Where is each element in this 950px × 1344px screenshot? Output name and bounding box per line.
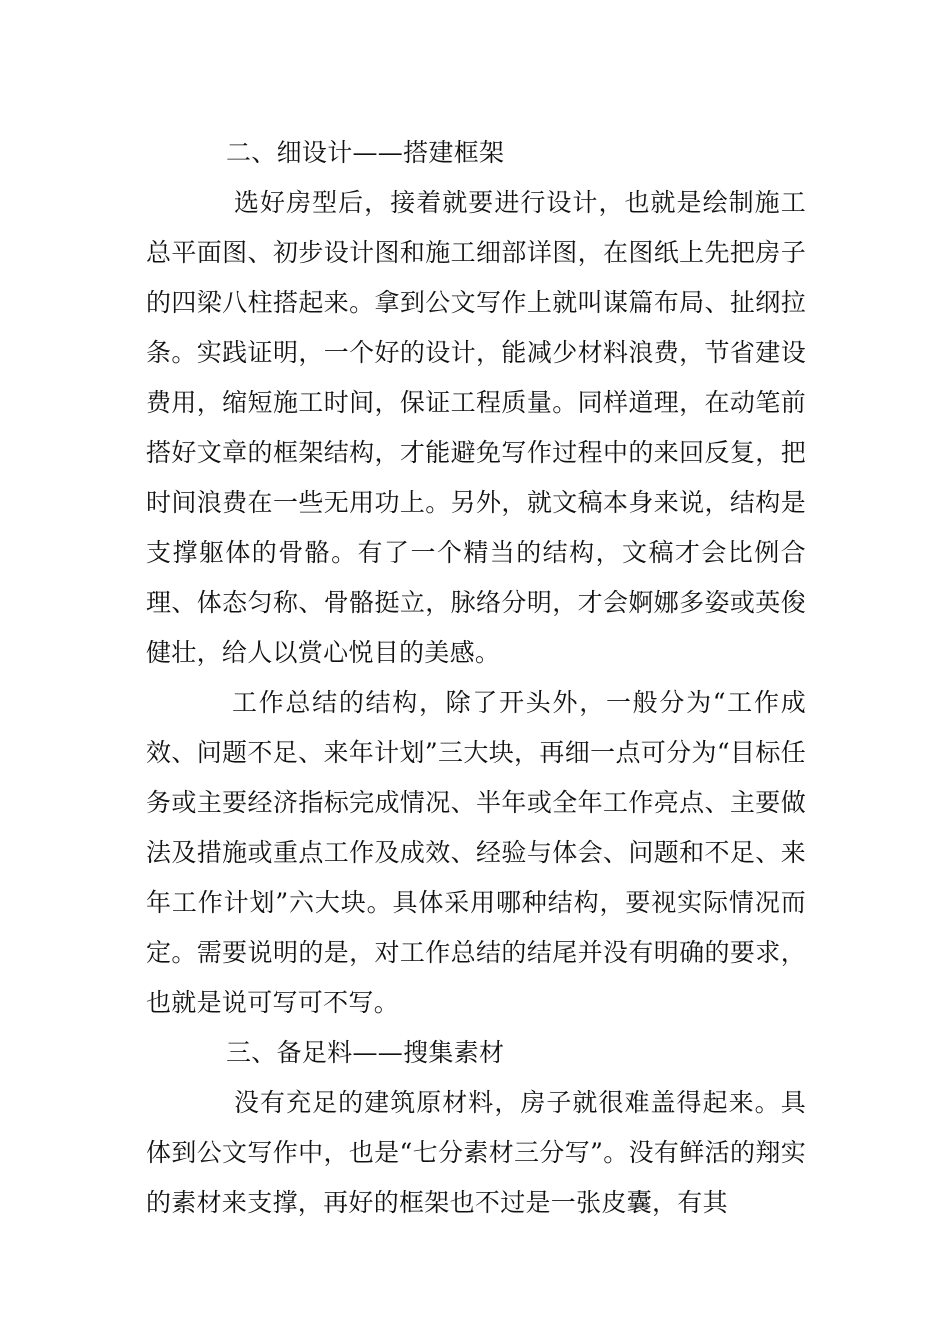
section-heading-3: 三、备足料——搜集素材: [226, 1038, 505, 1067]
paragraph-materials: 没有充足的建筑原材料，房子就很难盖得起来。具体到公文写作中，也是“七分素材三分写”。没有鲜活的翔实的素材来支撑，再好的框架也不过是一张皮囊，有其: [146, 1088, 806, 1217]
document-body: [146, 128, 806, 1228]
paragraph-structure: 工作总结的结构，除了开头外，一般分为“工作成效、问题不足、来年计划”三大块，再细一点可分为“目标任务或主要经济指标完成情况、半年或全年工作亮点、主要做法及措施或重点工作及成效、经验与体会、问题和不足、来年工作计划”六大块。具体采用哪种结构，要视实际情况而定。需要说明的是，对工作总结的结尾并没有明确的要求，也就是说可写可不写。: [146, 688, 806, 1017]
section-heading-2: 二、细设计——搭建框架: [226, 138, 505, 167]
paragraph-design: 选好房型后，接着就要进行设计，也就是绘制施工总平面图、初步设计图和施工细部详图，在图纸上先把房子的四梁八柱搭起来。拿到公文写作上就叫谋篇布局、扯纲拉条。实践证明，一个好的设计，能减少材料浪费，节省建设费用，缩短施工时间，保证工程质量。同样道理，在动笔前搭好文章的框架结构，才能避免写作过程中的来回反复，把时间浪费在一些无用功上。另外，就文稿本身来说，结构是支撑躯体的骨骼。有了一个精当的结构，文稿才会比例合理、体态匀称、骨骼挺立，脉络分明，才会婀娜多姿或英俊健壮，给人以赏心悦目的美感。: [146, 188, 806, 667]
